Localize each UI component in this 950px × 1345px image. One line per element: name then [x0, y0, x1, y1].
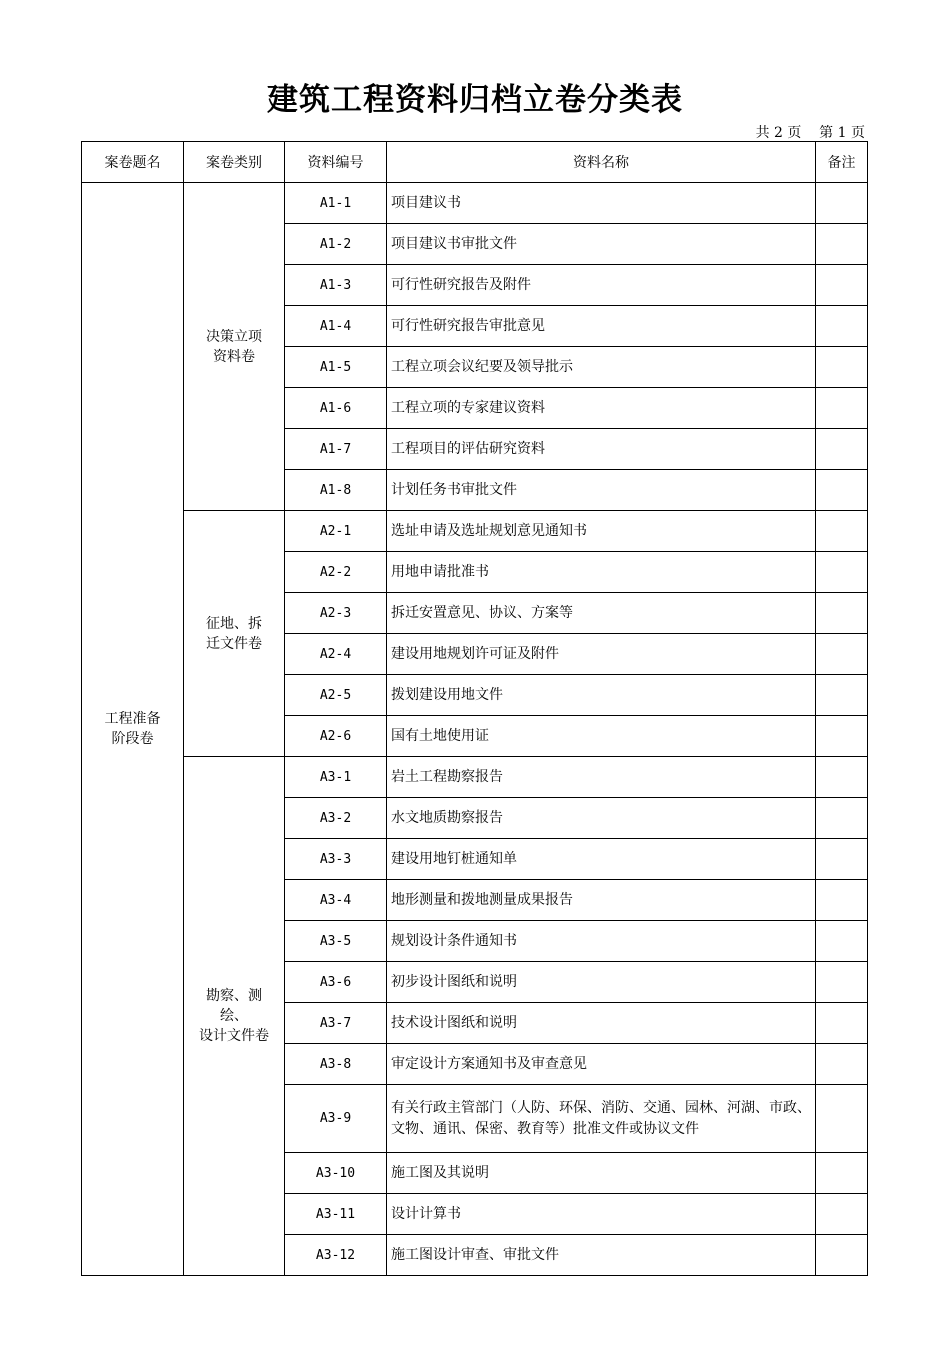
document-title: 建筑工程资料归档立卷分类表	[267, 82, 683, 118]
header-remarks: 备注	[816, 142, 868, 183]
header-doc-name: 资料名称	[387, 142, 816, 183]
remarks-cell	[816, 634, 868, 675]
remarks-cell	[816, 388, 868, 429]
doc-name-cell: 施工图及其说明	[387, 1153, 816, 1194]
doc-number-cell: A1-5	[285, 347, 387, 388]
remarks-cell	[816, 1044, 868, 1085]
remarks-cell	[816, 347, 868, 388]
table-body	[82, 183, 868, 1276]
doc-name-cell: 施工图设计审查、审批文件	[387, 1235, 816, 1276]
page-info: 共 2 页 第 1 页	[755, 125, 865, 141]
doc-name-cell: 初步设计图纸和说明	[387, 962, 816, 1003]
doc-name-cell: 设计计算书	[387, 1194, 816, 1235]
remarks-cell	[816, 1235, 868, 1276]
doc-number-cell: A3-6	[285, 962, 387, 1003]
doc-name-cell: 可行性研究报告及附件	[387, 265, 816, 306]
remarks-cell	[816, 839, 868, 880]
doc-number-cell: A2-1	[285, 511, 387, 552]
remarks-cell	[816, 1153, 868, 1194]
remarks-cell	[816, 224, 868, 265]
doc-name-cell: 项目建议书	[387, 183, 816, 224]
doc-name-cell: 用地申请批准书	[387, 552, 816, 593]
doc-name-cell: 工程项目的评估研究资料	[387, 429, 816, 470]
doc-name-cell: 选址申请及选址规划意见通知书	[387, 511, 816, 552]
doc-number-cell: A1-8	[285, 470, 387, 511]
remarks-cell	[816, 306, 868, 347]
file-category-cell: 决策立项 资料卷	[184, 183, 285, 511]
remarks-cell	[816, 880, 868, 921]
doc-name-cell: 工程立项会议纪要及领导批示	[387, 347, 816, 388]
remarks-cell	[816, 921, 868, 962]
archive-classification-table	[81, 141, 868, 1276]
remarks-cell	[816, 1085, 868, 1153]
doc-name-cell: 项目建议书审批文件	[387, 224, 816, 265]
doc-name-cell: 技术设计图纸和说明	[387, 1003, 816, 1044]
doc-number-cell: A1-3	[285, 265, 387, 306]
remarks-cell	[816, 265, 868, 306]
remarks-cell	[816, 798, 868, 839]
remarks-cell	[816, 183, 868, 224]
doc-number-cell: A2-5	[285, 675, 387, 716]
doc-number-cell: A2-4	[285, 634, 387, 675]
doc-name-cell: 可行性研究报告审批意见	[387, 306, 816, 347]
doc-number-cell: A2-3	[285, 593, 387, 634]
doc-number-cell: A3-3	[285, 839, 387, 880]
remarks-cell	[816, 962, 868, 1003]
doc-number-cell: A1-4	[285, 306, 387, 347]
doc-number-cell: A2-2	[285, 552, 387, 593]
doc-number-cell: A3-5	[285, 921, 387, 962]
remarks-cell	[816, 593, 868, 634]
doc-name-cell: 国有土地使用证	[387, 716, 816, 757]
doc-name-cell: 计划任务书审批文件	[387, 470, 816, 511]
doc-number-cell: A1-6	[285, 388, 387, 429]
doc-name-cell: 拆迁安置意见、协议、方案等	[387, 593, 816, 634]
remarks-cell	[816, 757, 868, 798]
file-category-cell: 征地、拆 迁文件卷	[184, 511, 285, 757]
doc-name-cell: 水文地质勘察报告	[387, 798, 816, 839]
remarks-cell	[816, 716, 868, 757]
doc-number-cell: A3-4	[285, 880, 387, 921]
doc-name-cell: 建设用地钉桩通知单	[387, 839, 816, 880]
doc-number-cell: A1-1	[285, 183, 387, 224]
doc-number-cell: A1-7	[285, 429, 387, 470]
remarks-cell	[816, 552, 868, 593]
doc-number-cell: A3-11	[285, 1194, 387, 1235]
doc-name-cell: 工程立项的专家建议资料	[387, 388, 816, 429]
doc-number-cell: A3-10	[285, 1153, 387, 1194]
header-doc-number: 资料编号	[285, 142, 387, 183]
remarks-cell	[816, 675, 868, 716]
doc-number-cell: A3-9	[285, 1085, 387, 1153]
doc-name-cell: 拨划建设用地文件	[387, 675, 816, 716]
remarks-cell	[816, 511, 868, 552]
doc-name-cell: 有关行政主管部门（人防、环保、消防、交通、园林、河湖、市政、文物、通讯、保密、教育等）批准文件或协议文件	[387, 1085, 816, 1153]
doc-number-cell: A3-1	[285, 757, 387, 798]
header-file-title: 案卷题名	[82, 142, 184, 183]
doc-name-cell: 规划设计条件通知书	[387, 921, 816, 962]
table-row	[82, 511, 868, 552]
remarks-cell	[816, 470, 868, 511]
file-title-cell: 工程准备 阶段卷	[82, 183, 184, 1276]
header-file-category: 案卷类别	[184, 142, 285, 183]
table-row	[82, 757, 868, 798]
doc-name-cell: 岩土工程勘察报告	[387, 757, 816, 798]
doc-number-cell: A3-12	[285, 1235, 387, 1276]
doc-number-cell: A1-2	[285, 224, 387, 265]
table-row	[82, 183, 868, 224]
remarks-cell	[816, 429, 868, 470]
doc-name-cell: 审定设计方案通知书及审查意见	[387, 1044, 816, 1085]
doc-number-cell: A3-7	[285, 1003, 387, 1044]
remarks-cell	[816, 1194, 868, 1235]
header-row	[82, 142, 868, 183]
doc-number-cell: A2-6	[285, 716, 387, 757]
doc-number-cell: A3-8	[285, 1044, 387, 1085]
remarks-cell	[816, 1003, 868, 1044]
doc-name-cell: 地形测量和拨地测量成果报告	[387, 880, 816, 921]
file-category-cell: 勘察、测 绘、 设计文件卷	[184, 757, 285, 1276]
doc-name-cell: 建设用地规划许可证及附件	[387, 634, 816, 675]
doc-number-cell: A3-2	[285, 798, 387, 839]
